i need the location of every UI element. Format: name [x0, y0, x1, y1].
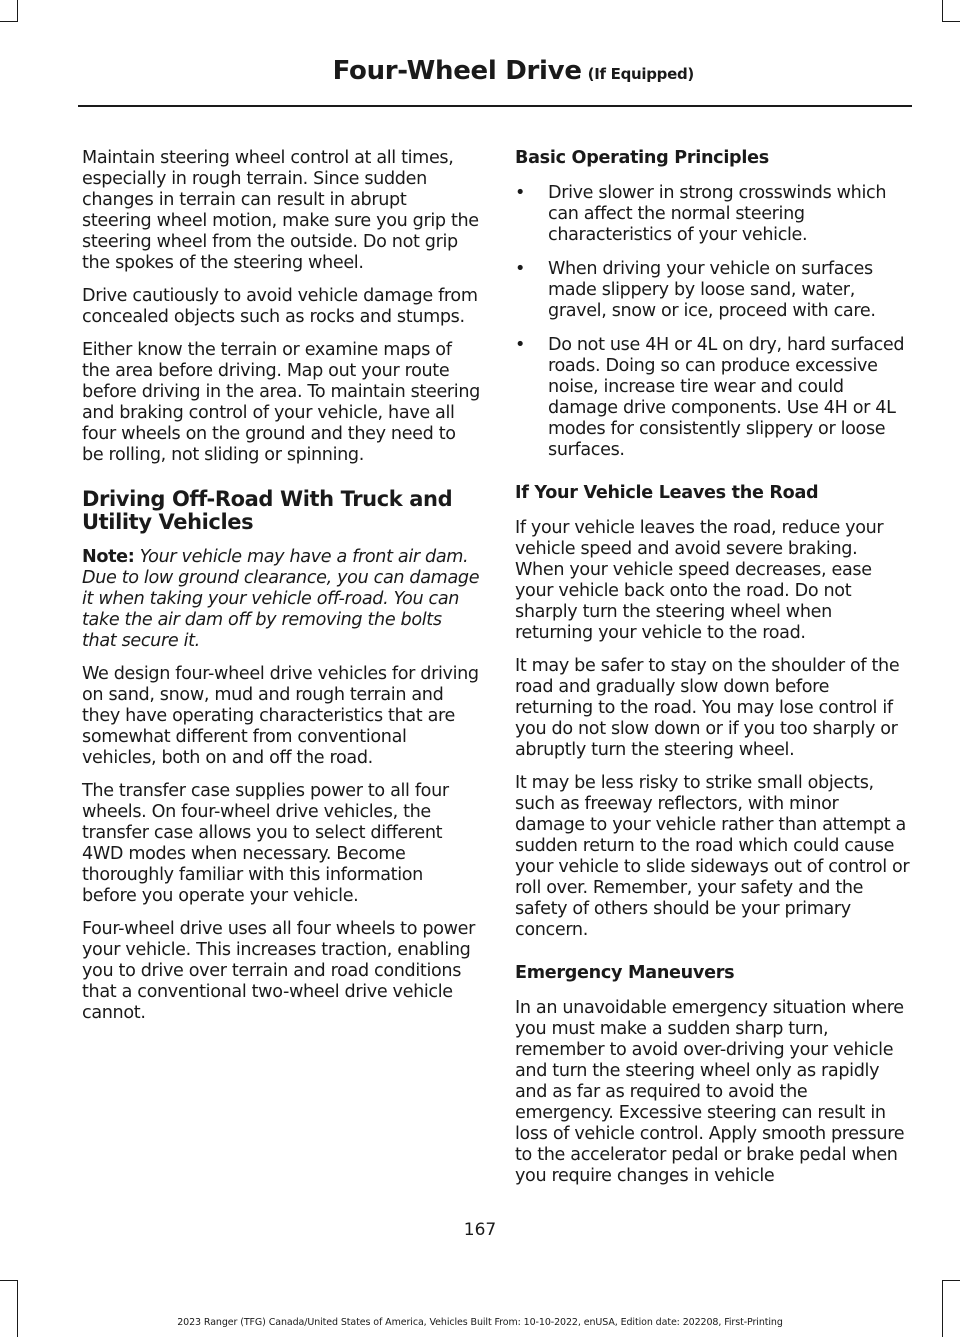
paragraph-strike-small-objects: It may be less risky to strike small objects, such as freeway reflectors, with minor damage to your vehicle rather than attempt a sudden return to the road which could cause your vehicle to slide sideways out of control or roll over. Remember, your safety and the safety of others should be your primary concern. — [515, 773, 910, 940]
header-title-text: Four-Wheel Drive — [332, 56, 582, 86]
crop-mark-top-right-horizontal — [942, 21, 960, 22]
bullet-icon: • — [515, 259, 526, 279]
paragraph-steering-control: Maintain steering wheel control at all times, especially in rough terrain. Since sudden changes in terrain can result in abrupt steering wheel motion, make sure you grip the steering wheel from the outside. Do not grip the spokes of the steering wheel. — [82, 148, 479, 273]
bullet-icon: • — [515, 183, 526, 203]
crop-mark-top-right-vertical — [942, 0, 943, 22]
footer-edition-info: 2023 Ranger (TFG) Canada/United States of America, Vehicles Built From: 10-10-2022, enUSA, Edition date: 202208, First-Printing — [177, 1317, 783, 1328]
paragraph-emergency-situation: In an unavoidable emergency situation where you must make a sudden sharp turn, remember to avoid over-driving your vehicle and turn the steering wheel only as rapidly and as far as required to avoid the emergency. Excessive steering can result in loss of vehicle control. Apply smooth pressure to the accelerator pedal or brake pedal when you require changes in vehicle — [515, 998, 905, 1186]
heading-emergency-maneuvers: Emergency Maneuvers — [515, 963, 735, 983]
crop-mark-bottom-left-horizontal — [0, 1280, 18, 1281]
section-heading-off-road: Driving Off-Road With Truck and Utility Vehicles — [82, 487, 453, 534]
bullet-list — [515, 183, 910, 461]
paragraph-four-wheel-traction: Four-wheel drive uses all four wheels to power your vehicle. This increases traction, enabling you to drive over terrain and road conditions that a conventional two-wheel drive vehicle cannot. — [82, 919, 476, 1023]
crop-mark-bottom-right-horizontal — [942, 1280, 960, 1281]
list-item-text: Do not use 4H or 4L on dry, hard surfaced roads. Doing so can produce excessive noise, increase tire wear and could damage drive components. Use 4H or 4L modes for consistently slippery or loose surfaces. — [548, 335, 905, 460]
crop-mark-bottom-left-vertical — [17, 1280, 18, 1337]
right-column — [515, 148, 910, 1199]
list-item-text: When driving your vehicle on surfaces made slippery by loose sand, water, gravel, snow or ice, proceed with care. — [548, 259, 876, 321]
paragraph-know-terrain: Either know the terrain or examine maps of the area before driving. Map out your route before driving in the area. To maintain steering and braking control of your vehicle, have all four wheels on the ground and they need to be rolling, not sliding or spinning. — [82, 340, 480, 465]
paragraph-stay-on-shoulder: It may be safer to stay on the shoulder of the road and gradually slow down before returning to the road. You may lose control if you do not slow down or if you too sharply or abruptly turn the steering wheel. — [515, 656, 900, 760]
list-item-text: Drive slower in strong crosswinds which can affect the normal steering characteristics of your vehicle. — [548, 183, 887, 245]
crop-mark-bottom-right-vertical — [942, 1280, 943, 1337]
crop-mark-top-left-vertical — [17, 0, 18, 22]
left-column — [82, 148, 480, 1036]
header-subtitle: (If Equipped) — [587, 65, 694, 83]
note-text: Your vehicle may have a front air dam. Due to low ground clearance, you can damage it when taking your vehicle off-road. You can take the air dam off by removing the bolts that secure it. — [82, 547, 480, 651]
bullet-icon: • — [515, 335, 526, 355]
note-paragraph — [82, 547, 480, 652]
note-label: Note: — [82, 547, 135, 567]
paragraph-drive-cautiously: Drive cautiously to avoid vehicle damage from concealed objects such as rocks and stumps. — [82, 286, 478, 327]
header-rule — [78, 105, 912, 107]
heading-vehicle-leaves-road: If Your Vehicle Leaves the Road — [515, 483, 819, 503]
page-header-title — [333, 56, 694, 86]
heading-basic-operating-principles: Basic Operating Principles — [515, 148, 769, 168]
paragraph-transfer-case: The transfer case supplies power to all four wheels. On four-wheel drive vehicles, the transfer case allows you to select different 4WD modes when necessary. Become thoroughly familiar with this information before you operate your vehicle. — [82, 781, 449, 906]
paragraph-reduce-speed: If your vehicle leaves the road, reduce your vehicle speed and avoid severe braking. When your vehicle speed decreases, ease your vehicle back onto the road. Do not sharply turn the steering wheel when returning your vehicle to the road. — [515, 518, 884, 643]
paragraph-design-4wd: We design four-wheel drive vehicles for driving on sand, snow, mud and rough terrain and they have operating characteristics that are somewhat different from conventional vehicles, both on and off the road. — [82, 664, 479, 768]
page-number: 167 — [463, 1220, 497, 1240]
list-item — [515, 335, 910, 461]
list-item — [515, 183, 910, 246]
crop-mark-top-left-horizontal — [0, 21, 18, 22]
list-item — [515, 259, 910, 322]
